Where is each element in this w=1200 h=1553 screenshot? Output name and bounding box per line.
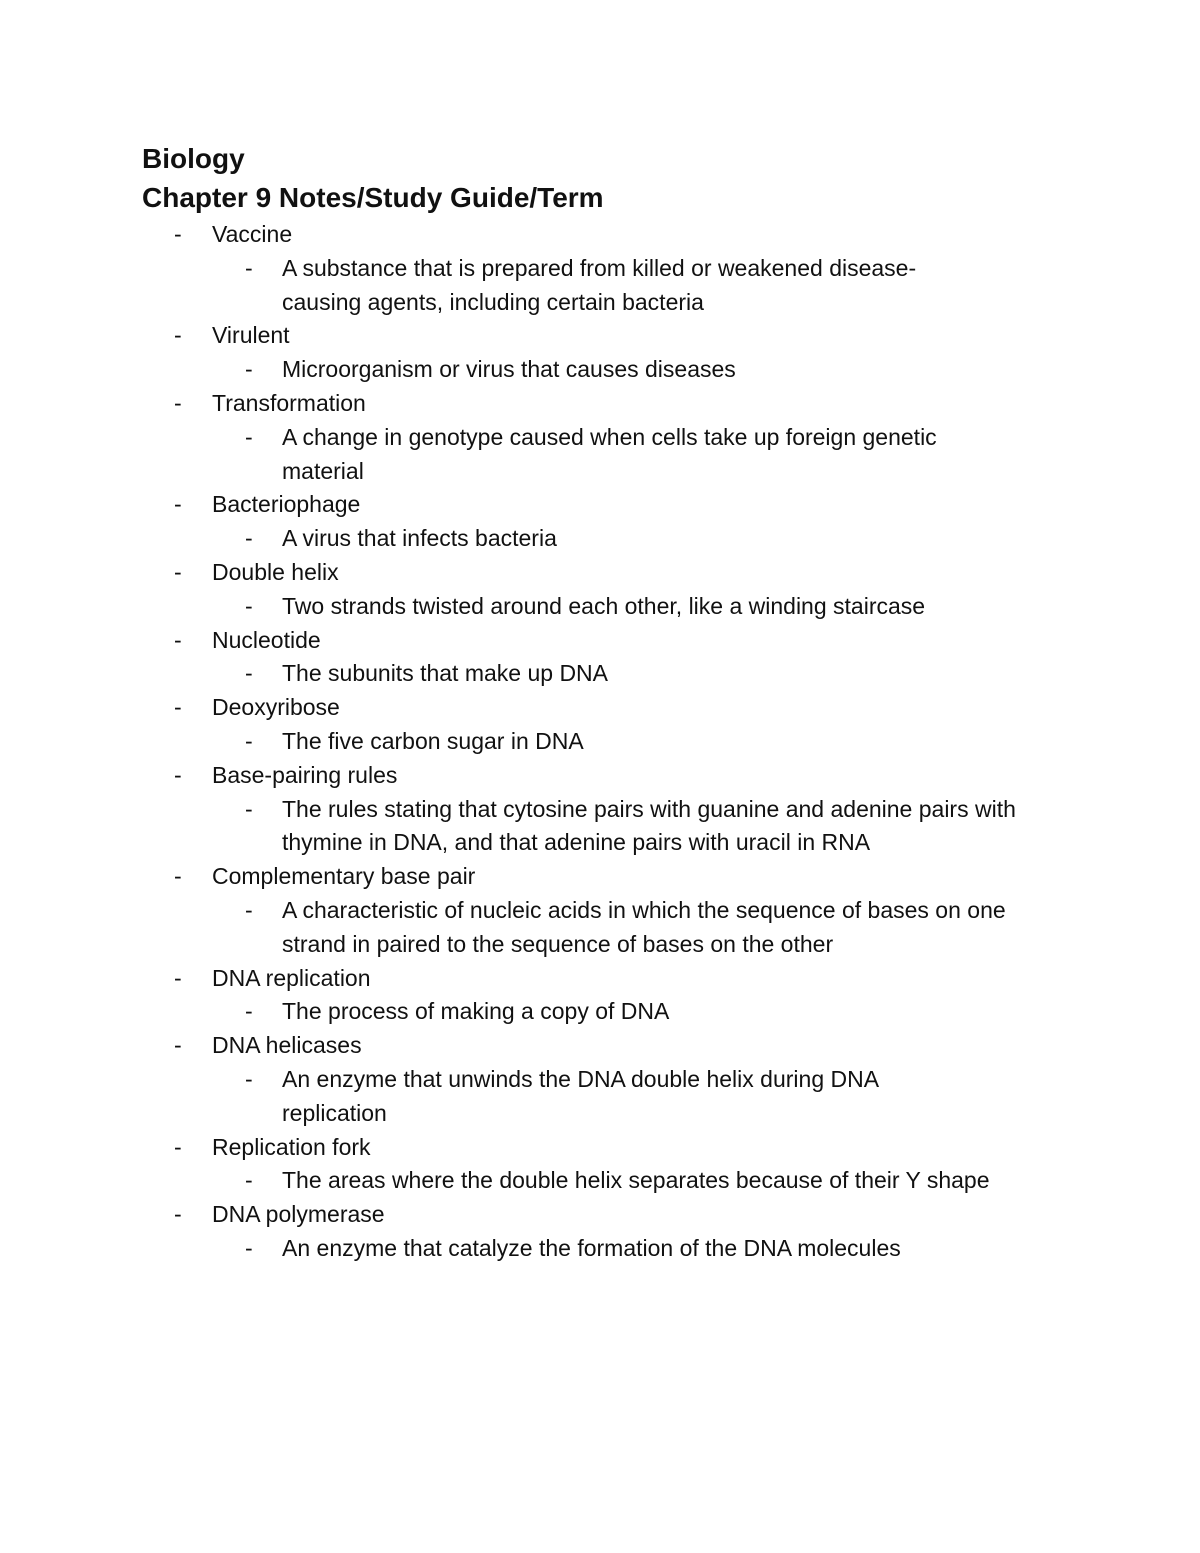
term-item [0, 488, 1200, 556]
term-item [0, 962, 1200, 1030]
term-definition: An enzyme that catalyze the formation of the DNA molecules [282, 1234, 901, 1261]
term-definition: A change in genotype caused when cells take up foreign genetic material [282, 423, 937, 484]
bullet-dash: - [245, 356, 253, 383]
bullet-dash: - [174, 221, 182, 247]
term-label: Complementary base pair [212, 863, 476, 890]
bullet-dash: - [245, 1065, 253, 1092]
bullet-dash: - [174, 1133, 182, 1160]
bullet-dash: - [245, 1167, 253, 1194]
term-item [0, 1131, 1200, 1199]
term-definition: The areas where the double helix separates because of their Y shape [282, 1167, 990, 1194]
term-item [0, 624, 1200, 692]
term-item [0, 218, 1200, 319]
bullet-dash: - [245, 1234, 253, 1261]
term-item [0, 1198, 1200, 1266]
document-title: Biology [142, 143, 245, 174]
term-definition: Microorganism or virus that causes diseases [282, 356, 736, 383]
term-label: Deoxyribose [212, 694, 340, 721]
term-definition: The five carbon sugar in DNA [282, 727, 584, 754]
term-label: Bacteriophage [212, 491, 361, 518]
bullet-dash: - [245, 525, 253, 552]
term-definition: A substance that is prepared from killed or weakened disease-causing agents, including certain bacteria [282, 254, 917, 315]
term-item [0, 691, 1200, 759]
bullet-dash: - [174, 322, 182, 349]
bullet-dash: - [174, 863, 182, 890]
bullet-dash: - [174, 389, 182, 416]
term-item [0, 1029, 1200, 1130]
term-definition: A virus that infects bacteria [282, 525, 557, 552]
term-label: Double helix [212, 558, 339, 585]
term-label: DNA polymerase [212, 1201, 385, 1228]
term-label: Transformation [212, 389, 366, 416]
term-definition: The process of making a copy of DNA [282, 998, 670, 1025]
bullet-dash: - [174, 694, 182, 721]
bullet-dash: - [245, 998, 253, 1025]
bullet-dash: - [174, 1201, 182, 1228]
term-label: Base-pairing rules [212, 761, 398, 788]
term-item [0, 556, 1200, 624]
term-definition: An enzyme that unwinds the DNA double helix during DNA replication [282, 1065, 878, 1126]
bullet-dash: - [174, 1032, 182, 1059]
term-label: Vaccine [212, 221, 293, 247]
bullet-dash: - [245, 592, 253, 619]
term-label: Nucleotide [212, 626, 321, 653]
term-label: DNA helicases [212, 1032, 362, 1059]
term-item [0, 387, 1200, 488]
bullet-dash: - [174, 964, 182, 991]
term-definition: The rules stating that cytosine pairs with guanine and adenine pairs with thymine in DNA, and that adenine pairs with uracil in RNA [282, 795, 1016, 856]
term-item [0, 860, 1200, 961]
bullet-dash: - [174, 558, 182, 585]
bullet-dash: - [174, 761, 182, 788]
term-item [0, 319, 1200, 387]
bullet-dash: - [245, 727, 253, 754]
bullet-dash: - [245, 423, 253, 450]
term-item [0, 759, 1200, 860]
bullet-dash: - [245, 254, 253, 281]
bullet-dash: - [245, 795, 253, 822]
document-subtitle: Chapter 9 Notes/Study Guide/Term [142, 182, 604, 213]
term-definition: The subunits that make up DNA [282, 660, 608, 687]
term-label: DNA replication [212, 964, 371, 991]
term-label: Replication fork [212, 1133, 371, 1160]
term-definition: Two strands twisted around each other, like a winding staircase [282, 592, 926, 619]
term-definition: A characteristic of nucleic acids in which the sequence of bases on one strand in paired to the sequence of bases on the other [282, 896, 1006, 957]
bullet-dash: - [245, 896, 253, 923]
term-label: Virulent [212, 322, 290, 349]
terms-list [0, 218, 1200, 1266]
bullet-dash: - [174, 491, 182, 518]
bullet-dash: - [245, 660, 253, 687]
bullet-dash: - [174, 626, 182, 653]
